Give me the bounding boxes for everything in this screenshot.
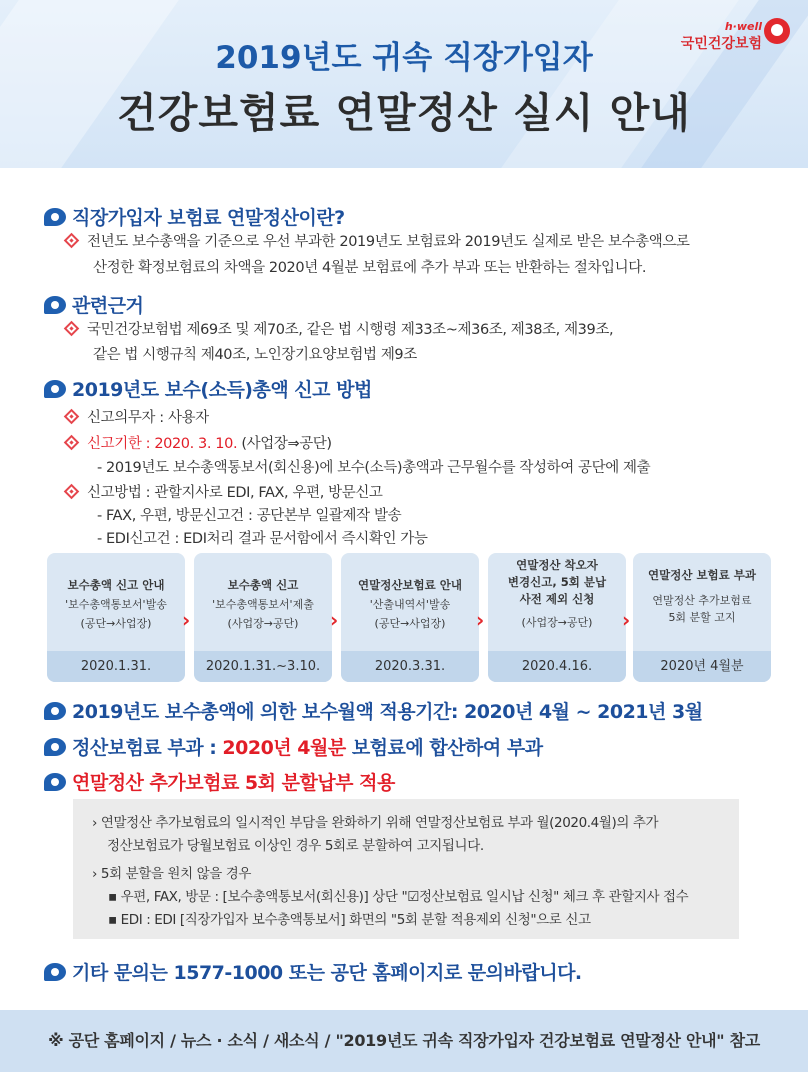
process-step-4: 연말정산 착오자 변경신고, 5회 분납 사전 제외 신청 (사업장→공단) 2020.4.16. (488, 553, 626, 682)
section-heading-text: 정산보험료 부과 : 2020년 4월분 보험료에 합산하여 부과 (72, 737, 543, 759)
nhis-logo (681, 20, 768, 53)
chevron-right-icon: › (330, 608, 339, 632)
step-date: 2020.3.31. (341, 651, 479, 682)
section-heading-settlement (44, 733, 543, 760)
speech-bubble-icon (44, 963, 66, 981)
basis-line-1: 국민건강보험법 제69조 및 제70조, 같은 법 시행령 제33조~제36조, 제38조, 제39조, (66, 318, 613, 339)
section-heading-definition (44, 203, 345, 230)
chevron-right-icon: › (182, 608, 191, 632)
step-date: 2020.1.31.~3.10. (194, 651, 332, 682)
section-heading-application-period (44, 697, 703, 724)
section-heading-installment (44, 768, 395, 795)
speech-bubble-icon (44, 738, 66, 756)
report-deadline-detail: - 2019년도 보수총액통보서(회신용)에 보수(소득)총액과 근무월수를 작성하여 공단에 제출 (97, 460, 651, 476)
diamond-bullet-icon (64, 409, 80, 425)
report-obligor: 신고의무자 : 사용자 (66, 406, 209, 427)
process-step-2: 보수총액 신고 '보수총액통보서'제출 (사업장→공단) 2020.1.31.~3.10. (194, 553, 332, 682)
page-title: 건강보험료 연말정산 실시 안내 (117, 89, 691, 137)
process-step-3: 연말정산보험료 안내 '산출내역서'발송 (공단→사업장) 2020.3.31. (341, 553, 479, 682)
section-heading-text: 2019년도 보수(소득)총액 신고 방법 (72, 379, 372, 401)
installment-line-3: › 5회 분할을 원치 않을 경우 (92, 866, 252, 882)
diamond-bullet-icon (64, 321, 80, 337)
section-heading-report-method (44, 375, 372, 402)
definition-line-1: 전년도 보수총액을 기준으로 우선 부과한 2019년도 보험료와 2019년도 실제로 받은 보수총액으로 (66, 230, 690, 251)
speech-bubble-icon (44, 380, 66, 398)
page-subtitle: 2019년도 귀속 직장가입자 (215, 40, 593, 76)
step-date: 2020.4.16. (488, 651, 626, 682)
speech-bubble-icon (44, 296, 66, 314)
basis-line-2: 같은 법 시행규칙 제40조, 노인장기요양보험법 제9조 (93, 347, 417, 363)
installment-line-4: ▪ 우편, FAX, 방문 : [보수총액통보서(회신용)] 상단 "☑정산보험료 일시납 신청" 체크 후 관할지사 접수 (108, 889, 689, 905)
footer-note: ※ 공단 홈페이지 / 뉴스 · 소식 / 새소식 / "2019년도 귀속 직장가입자 건강보험료 연말정산 안내" 참고 (0, 1010, 808, 1072)
section-heading-text: 기타 문의는 1577-1000 또는 공단 홈페이지로 문의바랍니다. (72, 962, 582, 984)
section-heading-text: 직장가입자 보험료 연말정산이란? (72, 207, 345, 229)
report-deadline: 신고기한 : 2020. 3. 10. (사업장⇒공단) (66, 432, 332, 453)
step-date: 2020년 4월분 (633, 651, 771, 682)
logo-tag: h·well (724, 20, 762, 33)
chevron-right-icon: › (622, 608, 631, 632)
speech-bubble-icon (44, 208, 66, 226)
installment-line-5: ▪ EDI : EDI [직장가입자 보수총액통보서] 화면의 "5회 분할 적용제외 신청"으로 신고 (108, 912, 591, 928)
diamond-bullet-icon (64, 435, 80, 451)
installment-line-1: › 연말정산 추가보험료의 일시적인 부담을 완화하기 위해 연말정산보험료 부과 월(2020.4월)의 추가 (92, 815, 659, 831)
header-banner (0, 0, 808, 168)
speech-bubble-icon (44, 773, 66, 791)
report-method: 신고방법 : 관할지사로 EDI, FAX, 우편, 방문신고 (66, 481, 383, 502)
chevron-right-icon: › (476, 608, 485, 632)
process-step-1: 보수총액 신고 안내 '보수총액통보서'발송 (공단→사업장) 2020.1.31. (47, 553, 185, 682)
section-heading-text: 연말정산 추가보험료 5회 분할납부 적용 (72, 772, 395, 794)
diamond-bullet-icon (64, 484, 80, 500)
speech-bubble-icon (44, 702, 66, 720)
process-step-5: 연말정산 보험료 부과 연말정산 추가보험료 5회 분할 고지 2020년 4월분 (633, 553, 771, 682)
diamond-bullet-icon (64, 233, 80, 249)
report-method-detail-2: - EDI신고건 : EDI처리 결과 문서함에서 즉시확인 가능 (97, 531, 428, 547)
installment-line-2: 정산보험료가 당월보험료 이상인 경우 5회로 분할하여 고지됩니다. (107, 838, 484, 854)
logo-icon (764, 18, 790, 44)
section-heading-basis (44, 291, 143, 318)
definition-line-2: 산정한 확정보험료의 차액을 2020년 4월분 보험료에 추가 부과 또는 반환하는 절차입니다. (93, 260, 647, 276)
section-heading-text: 관련근거 (72, 295, 144, 317)
section-heading-text: 2019년도 보수총액에 의한 보수월액 적용기간: 2020년 4월 ~ 2021년 3월 (72, 701, 703, 723)
section-heading-contact (44, 958, 582, 985)
logo-name: 국민건강보험 (680, 36, 762, 52)
step-date: 2020.1.31. (47, 651, 185, 682)
report-method-detail-1: - FAX, 우편, 방문신고건 : 공단본부 일괄제작 발송 (97, 508, 402, 524)
